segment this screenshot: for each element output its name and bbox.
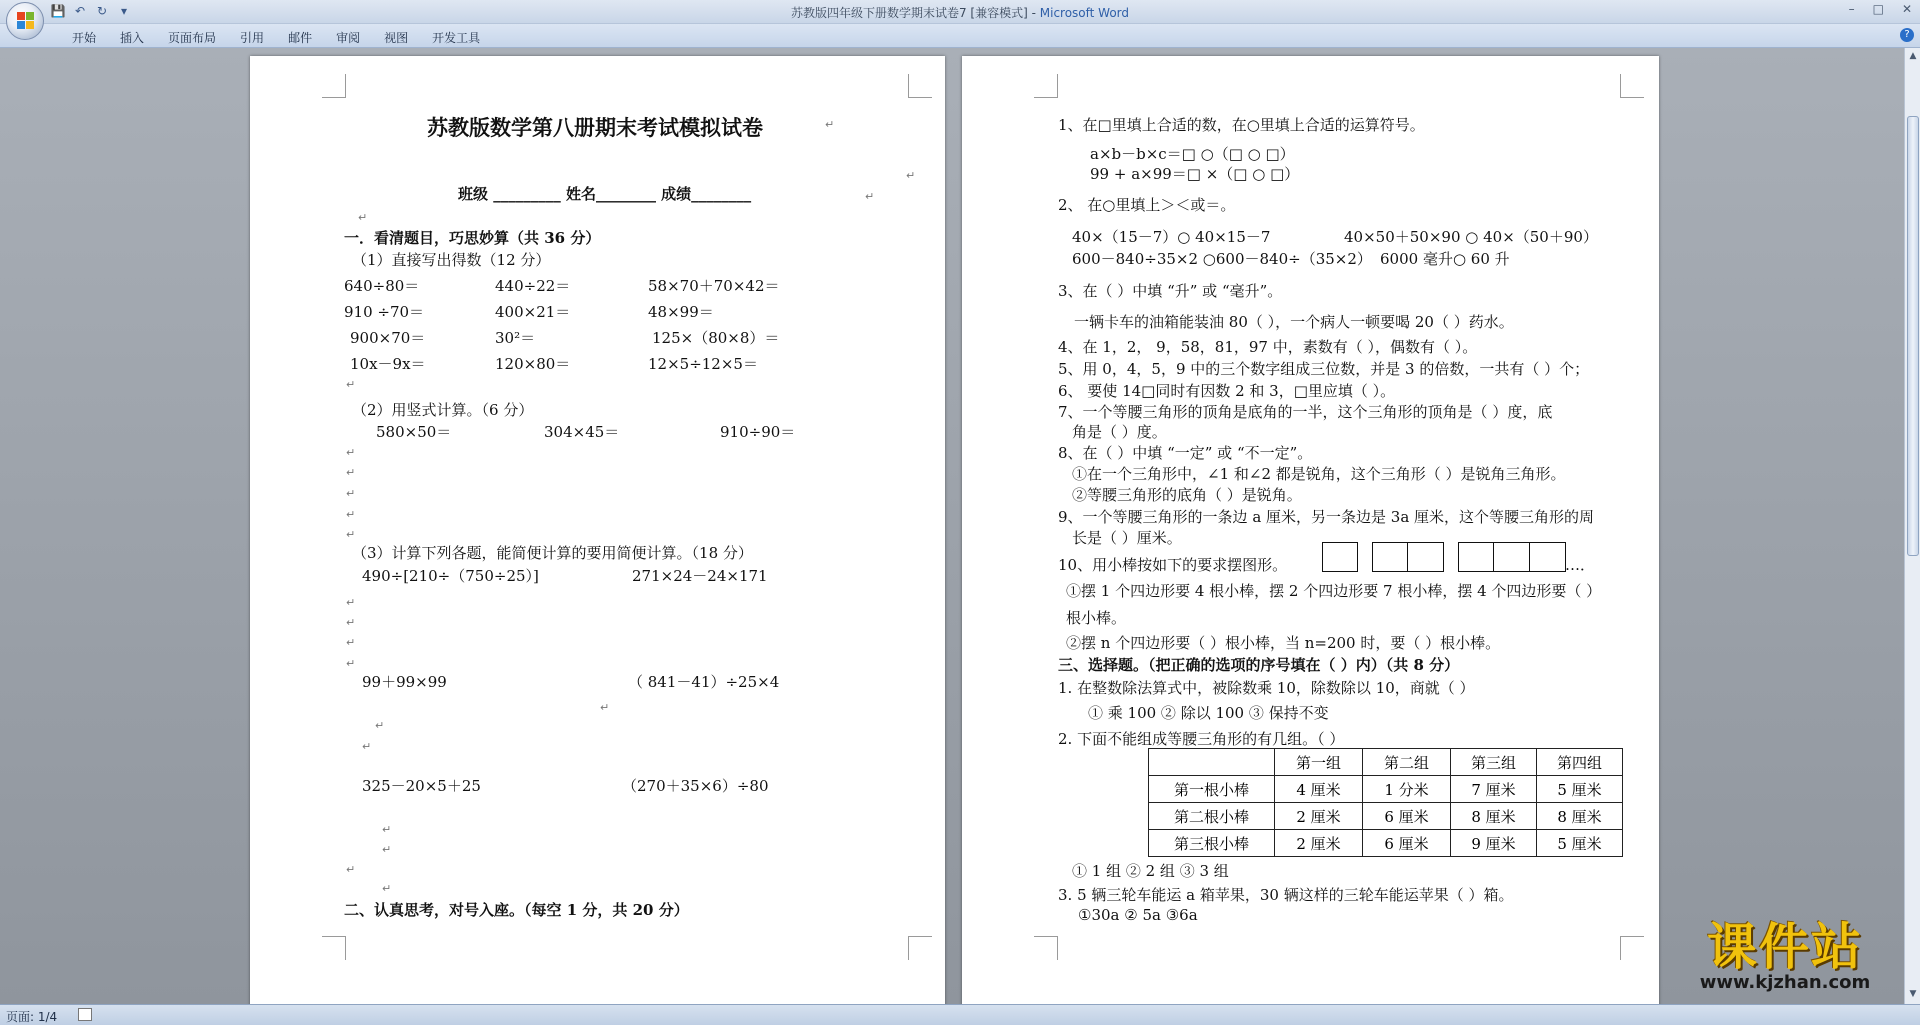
paragraph-mark: ↵ bbox=[358, 211, 368, 224]
table-cell: 5 厘米 bbox=[1537, 830, 1623, 857]
question-7-cont: 角是（ ）度。 bbox=[1072, 423, 1167, 441]
vertical-scrollbar[interactable] bbox=[1904, 48, 1920, 1004]
exam-title: 苏教版数学第八册期末考试模拟试卷 bbox=[427, 115, 763, 140]
oral-item: 48×99＝ bbox=[648, 303, 714, 321]
customize-qat-icon[interactable]: ▾ bbox=[120, 4, 128, 18]
question-8-item: ①在一个三角形中，∠1 和∠2 都是锐角，这个三角形（ ）是锐角三角形。 bbox=[1072, 465, 1566, 483]
tab-view[interactable]: 视图 bbox=[384, 31, 409, 45]
paragraph-mark: ↵ bbox=[362, 740, 372, 753]
question-2-item: 600－840÷35×2 ○600－840÷（35×2） bbox=[1072, 250, 1372, 268]
question-2-item: 40×50＋50×90 ○ 40×（50＋90） bbox=[1344, 228, 1598, 246]
question-3-line: 一辆卡车的油箱能装油 80（ ），一个病人一顿要喝 20（ ）药水。 bbox=[1074, 313, 1514, 331]
window-controls bbox=[1849, 2, 1912, 16]
paragraph-mark: ↵ bbox=[865, 190, 875, 203]
vertical-calc-item: 910÷90＝ bbox=[720, 423, 796, 441]
window-title bbox=[0, 4, 1920, 21]
section-1-part-1: （1）直接写出得数（12 分） bbox=[352, 251, 551, 269]
oral-item: 910 ÷70＝ bbox=[344, 303, 425, 321]
paragraph-mark: ↵ bbox=[346, 657, 356, 670]
table-cell: 第三根小棒 bbox=[1149, 830, 1275, 857]
scroll-down-icon[interactable]: ▼ bbox=[1909, 989, 1917, 999]
stick-square bbox=[1408, 542, 1444, 572]
table-cell: 第二根小棒 bbox=[1149, 803, 1275, 830]
stick-length-table bbox=[1148, 748, 1623, 857]
tab-review[interactable]: 审阅 bbox=[336, 31, 361, 45]
calc-item: 490÷[210÷（750÷25）] bbox=[362, 567, 539, 585]
question-5: 5、用 0，4，5，9 中的三个数字组成三位数，并是 3 的倍数，一共有（ ）个； bbox=[1058, 360, 1590, 378]
document-title: 苏教版四年级下册数学期末试卷7 [兼容模式] - bbox=[790, 6, 1040, 20]
office-logo-icon bbox=[17, 12, 35, 30]
vertical-calc-item: 304×45＝ bbox=[544, 423, 620, 441]
redo-icon[interactable]: ↻ bbox=[96, 4, 108, 18]
paragraph-mark: ↵ bbox=[346, 446, 356, 459]
stick-figure-ellipsis: …． bbox=[1565, 556, 1596, 574]
stick-square bbox=[1494, 542, 1530, 572]
oral-item: 640÷80＝ bbox=[344, 277, 420, 295]
site-watermark bbox=[1670, 920, 1900, 992]
table-cell: 6 厘米 bbox=[1363, 830, 1451, 857]
table-row bbox=[1149, 776, 1623, 803]
stick-square bbox=[1458, 542, 1494, 572]
watermark-url: www.kjzhan.com bbox=[1699, 972, 1871, 993]
oral-item: 12×5÷12×5＝ bbox=[648, 355, 758, 373]
table-cell: 8 厘米 bbox=[1537, 803, 1623, 830]
table-cell: 7 厘米 bbox=[1451, 776, 1537, 803]
section-1-part-3: （3）计算下列各题，能简便计算的要用简便计算。（18 分） bbox=[352, 544, 753, 562]
proofing-icon[interactable] bbox=[78, 1008, 92, 1021]
paragraph-mark: ↵ bbox=[346, 487, 356, 500]
question-3: 3、在（ ）中填 “升” 或 “毫升”。 bbox=[1058, 282, 1283, 300]
table-cell: 第二组 bbox=[1363, 749, 1451, 776]
question-6: 6、 要使 14□同时有因数 2 和 3，□里应填（ ）。 bbox=[1058, 382, 1396, 400]
maximize-button[interactable]: □ bbox=[1872, 2, 1884, 16]
question-7: 7、一个等腰三角形的顶角是底角的一半，这个三角形的顶角是（ ）度，底 bbox=[1058, 403, 1553, 421]
page-counter[interactable]: 页面: 1/4 bbox=[6, 1010, 58, 1024]
table-cell: 6 厘米 bbox=[1363, 803, 1451, 830]
paragraph-mark: ↵ bbox=[382, 843, 392, 856]
question-2-item: 6000 毫升○ 60 升 bbox=[1380, 250, 1510, 268]
choice-question: 1. 在整数除法算式中，被除数乘 10，除数除以 10，商就（ ） bbox=[1058, 679, 1475, 697]
paragraph-mark: ↵ bbox=[382, 882, 392, 895]
oral-item: 58×70＋70×42＝ bbox=[648, 277, 780, 295]
paragraph-mark: ↵ bbox=[825, 118, 835, 131]
section-2-heading: 二、认真思考，对号入座。（每空 1 分，共 20 分） bbox=[344, 901, 689, 919]
section-1-heading: 一．看清题目，巧思妙算（共 36 分） bbox=[344, 229, 601, 247]
stick-square bbox=[1372, 542, 1408, 572]
watermark-logo-text: 课件站 bbox=[1707, 918, 1863, 976]
minimize-button[interactable]: – bbox=[1848, 2, 1855, 16]
question-1: 1、在□里填上合适的数，在○里填上合适的运算符号。 bbox=[1058, 116, 1425, 134]
paragraph-mark: ↵ bbox=[375, 719, 385, 732]
table-cell: 第一组 bbox=[1275, 749, 1363, 776]
help-icon[interactable]: ? bbox=[1900, 28, 1914, 42]
tab-home[interactable]: 开始 bbox=[72, 31, 97, 45]
oral-item: 120×80＝ bbox=[495, 355, 571, 373]
table-cell bbox=[1149, 749, 1275, 776]
paragraph-mark: ↵ bbox=[600, 701, 610, 714]
app-name: Microsoft Word bbox=[1039, 6, 1130, 20]
document-page-1[interactable] bbox=[250, 56, 945, 1004]
stick-figure bbox=[1322, 542, 1580, 572]
table-cell: 2 厘米 bbox=[1275, 830, 1363, 857]
stick-square bbox=[1530, 542, 1566, 572]
oral-item: 440÷22＝ bbox=[495, 277, 571, 295]
table-cell: 2 厘米 bbox=[1275, 803, 1363, 830]
paragraph-mark: ↵ bbox=[346, 508, 356, 521]
crop-mark bbox=[322, 74, 346, 98]
section-1-part-2: （2）用竖式计算。（6 分） bbox=[352, 401, 534, 419]
table-cell: 第三组 bbox=[1451, 749, 1537, 776]
table-cell: 5 厘米 bbox=[1537, 776, 1623, 803]
tab-developer[interactable]: 开发工具 bbox=[432, 31, 481, 45]
title-bar bbox=[0, 0, 1920, 24]
undo-icon[interactable]: ↶ bbox=[74, 4, 86, 18]
crop-mark bbox=[1620, 936, 1644, 960]
table-cell: 第四组 bbox=[1537, 749, 1623, 776]
table-cell: 9 厘米 bbox=[1451, 830, 1537, 857]
question-2-item: 40×（15－7）○ 40×15－7 bbox=[1072, 228, 1271, 246]
oral-item: 400×21＝ bbox=[495, 303, 571, 321]
question-10: 10、用小棒按如下的要求摆图形。 bbox=[1058, 556, 1288, 574]
question-10-item: ①摆 1 个四边形要 4 根小棒，摆 2 个四边形要 7 根小棒，摆 4 个四边形要（ ） bbox=[1066, 582, 1602, 600]
office-button[interactable] bbox=[6, 2, 44, 40]
close-button[interactable]: ✕ bbox=[1901, 2, 1912, 16]
table-cell: 第一根小棒 bbox=[1149, 776, 1275, 803]
student-info-line: 班级 _________ 姓名________ 成绩________ bbox=[458, 185, 752, 203]
calc-item: （ 841－41）÷25×4 bbox=[628, 673, 780, 691]
choice-options: ① 乘 100 ② 除以 100 ③ 保持不变 bbox=[1088, 704, 1329, 722]
paragraph-mark: ↵ bbox=[346, 863, 356, 876]
crop-mark bbox=[1034, 936, 1058, 960]
tab-page-layout[interactable]: 页面布局 bbox=[168, 31, 217, 45]
ribbon-tabs bbox=[60, 29, 492, 46]
scroll-thumb[interactable] bbox=[1907, 116, 1919, 556]
section-3-heading: 三、选择题。（把正确的选项的序号填在（ ）内）（共 8 分） bbox=[1058, 656, 1460, 674]
calc-item: 99＋99×99 bbox=[362, 673, 447, 691]
paragraph-mark: ↵ bbox=[346, 596, 356, 609]
oral-item: 125×（80×8）＝ bbox=[652, 329, 780, 347]
calc-item: （270＋35×6）÷80 bbox=[622, 777, 769, 795]
question-9-cont: 长是（ ）厘米。 bbox=[1072, 529, 1182, 547]
question-2: 2、 在○里填上＞＜或＝。 bbox=[1058, 196, 1236, 214]
crop-mark bbox=[908, 74, 932, 98]
choice-question: 2. 下面不能组成等腰三角形的有几组。（ ） bbox=[1058, 730, 1345, 748]
save-icon[interactable]: 💾 bbox=[50, 4, 66, 18]
crop-mark bbox=[322, 936, 346, 960]
paragraph-mark: ↵ bbox=[346, 636, 356, 649]
oral-item: 30²＝ bbox=[495, 329, 536, 347]
calc-item: 325－20×5＋25 bbox=[362, 777, 481, 795]
tab-mailings[interactable]: 邮件 bbox=[288, 31, 313, 45]
scroll-up-icon[interactable]: ▲ bbox=[1909, 51, 1917, 61]
question-9: 9、一个等腰三角形的一条边 a 厘米，另一条边是 3a 厘米，这个等腰三角形的周 bbox=[1058, 508, 1595, 526]
table-row bbox=[1149, 830, 1623, 857]
table-header-row bbox=[1149, 749, 1623, 776]
oral-item: 900×70＝ bbox=[350, 329, 426, 347]
choice-options: ① 1 组 ② 2 组 ③ 3 组 bbox=[1072, 862, 1229, 880]
choice-question: 3. 5 辆三轮车能运 a 箱苹果，30 辆这样的三轮车能运苹果（ ）箱。 bbox=[1058, 886, 1514, 904]
question-4: 4、在 1，2， 9，58，81，97 中，素数有（ ），偶数有（ ）。 bbox=[1058, 338, 1478, 356]
tab-insert[interactable]: 插入 bbox=[120, 31, 145, 45]
choice-options: ①30a ② 5a ③6a bbox=[1078, 906, 1198, 924]
crop-mark bbox=[908, 936, 932, 960]
document-area bbox=[0, 48, 1904, 1004]
table-cell: 8 厘米 bbox=[1451, 803, 1537, 830]
crop-mark bbox=[1034, 74, 1058, 98]
paragraph-mark: ↵ bbox=[346, 378, 356, 391]
vertical-calc-item: 580×50＝ bbox=[376, 423, 452, 441]
paragraph-mark: ↵ bbox=[346, 528, 356, 541]
question-1-line-b: 99 + a×99＝□ ×（□ ○ □） bbox=[1090, 165, 1300, 183]
question-1-line-a: a×b－b×c＝□ ○（□ ○ □） bbox=[1090, 145, 1295, 163]
question-8: 8、在（ ）中填 “一定” 或 “不一定”。 bbox=[1058, 444, 1313, 462]
oral-item: 10x－9x＝ bbox=[350, 355, 426, 373]
question-8-item: ②等腰三角形的底角（ ）是锐角。 bbox=[1072, 486, 1302, 504]
tab-references[interactable]: 引用 bbox=[240, 31, 265, 45]
paragraph-mark: ↵ bbox=[382, 823, 392, 836]
paragraph-mark: ↵ bbox=[346, 616, 356, 629]
document-page-2[interactable] bbox=[962, 56, 1659, 1004]
table-row bbox=[1149, 803, 1623, 830]
question-10-item: ②摆 n 个四边形要（ ）根小棒，当 n=200 时，要（ ）根小棒。 bbox=[1066, 634, 1501, 652]
status-bar bbox=[0, 1004, 1920, 1025]
table-cell: 1 分米 bbox=[1363, 776, 1451, 803]
paragraph-mark: ↵ bbox=[346, 466, 356, 479]
stick-square bbox=[1322, 542, 1358, 572]
calc-item: 271×24－24×171 bbox=[632, 567, 768, 585]
table-cell: 4 厘米 bbox=[1275, 776, 1363, 803]
question-10-item-cont: 根小棒。 bbox=[1066, 609, 1127, 627]
ribbon bbox=[0, 24, 1920, 48]
crop-mark bbox=[1620, 74, 1644, 98]
paragraph-mark: ↵ bbox=[906, 169, 916, 182]
